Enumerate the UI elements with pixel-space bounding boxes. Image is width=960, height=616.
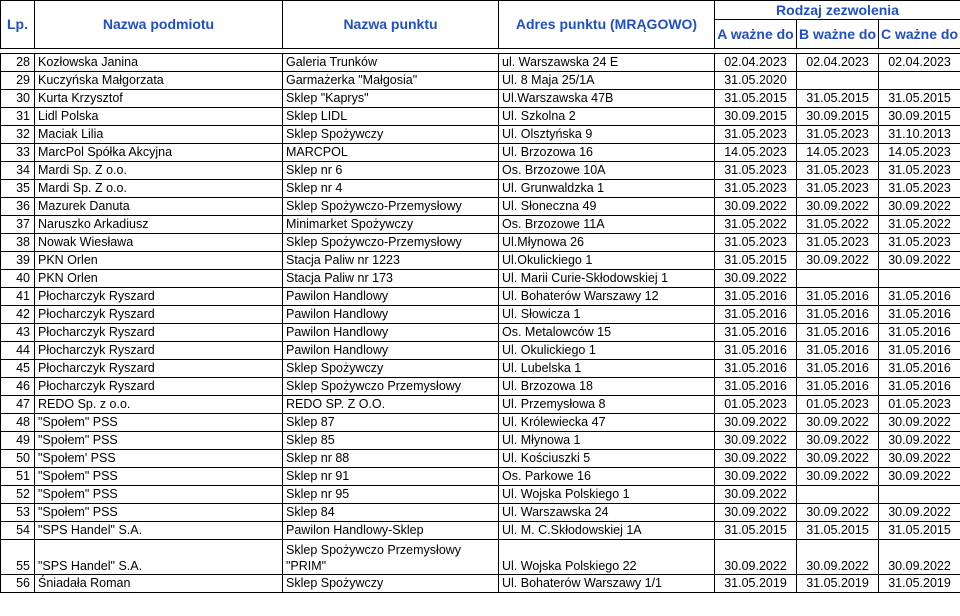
point-name: Sklep Spożywczo Przemysłowy xyxy=(283,378,499,396)
a-valid-date: 31.05.2023 xyxy=(715,126,797,144)
a-valid-date: 30.09.2022 xyxy=(715,198,797,216)
address: Ul. M. C.Skłodowskiej 1A xyxy=(499,522,715,540)
b-valid-date: 31.05.2016 xyxy=(797,378,879,396)
address: Ul. Przemysłowa 8 xyxy=(499,396,715,414)
b-valid-date: 30.09.2022 xyxy=(797,468,879,486)
point-name: Sklep Spożywczo-Przemysłowy xyxy=(283,198,499,216)
row-number: 42 xyxy=(1,306,35,324)
address: Ul. Brzozowa 16 xyxy=(499,144,715,162)
address: Ul. 8 Maja 25/1A xyxy=(499,72,715,90)
c-valid-date: 14.05.2023 xyxy=(879,144,960,162)
b-valid-date: 30.09.2015 xyxy=(797,108,879,126)
c-valid-date: 31.05.2016 xyxy=(879,360,960,378)
point-name: Minimarket Spożywczy xyxy=(283,216,499,234)
row-number: 33 xyxy=(1,144,35,162)
entity-name: Naruszko Arkadiusz xyxy=(35,216,283,234)
table-row xyxy=(1,216,960,234)
entity-name: "Społem" PSS xyxy=(35,486,283,504)
b-valid-date: 30.09.2022 xyxy=(797,540,879,575)
table-row xyxy=(1,414,960,432)
header-c-valid: C ważne do xyxy=(879,20,960,49)
table-row xyxy=(1,126,960,144)
b-valid-date xyxy=(797,486,879,504)
table-row xyxy=(1,288,960,306)
table-row xyxy=(1,486,960,504)
row-number: 32 xyxy=(1,126,35,144)
c-valid-date: 30.09.2015 xyxy=(879,108,960,126)
c-valid-date: 01.05.2023 xyxy=(879,396,960,414)
point-name: Sklep Spożywczy xyxy=(283,575,499,593)
entity-name: "Społem" PSS xyxy=(35,432,283,450)
row-number: 37 xyxy=(1,216,35,234)
a-valid-date: 14.05.2023 xyxy=(715,144,797,162)
entity-name: MarcPol Spółka Akcyjna xyxy=(35,144,283,162)
address: Os. Metalowców 15 xyxy=(499,324,715,342)
entity-name: "SPS Handel" S.A. xyxy=(35,522,283,540)
b-valid-date: 30.09.2022 xyxy=(797,432,879,450)
point-name: Stacja Paliw nr 1223 xyxy=(283,252,499,270)
row-number: 48 xyxy=(1,414,35,432)
row-number: 44 xyxy=(1,342,35,360)
c-valid-date xyxy=(879,270,960,288)
b-valid-date: 30.09.2022 xyxy=(797,504,879,522)
row-number: 50 xyxy=(1,450,35,468)
entity-name: "Społem' PSS xyxy=(35,450,283,468)
table-row xyxy=(1,342,960,360)
entity-name: Płocharczyk Ryszard xyxy=(35,378,283,396)
point-name: Pawilon Handlowy xyxy=(283,306,499,324)
address: Ul.Młynowa 26 xyxy=(499,234,715,252)
row-number: 40 xyxy=(1,270,35,288)
a-valid-date: 31.05.2019 xyxy=(715,575,797,593)
b-valid-date: 31.05.2019 xyxy=(797,575,879,593)
point-name: Sklep 85 xyxy=(283,432,499,450)
c-valid-date: 30.09.2022 xyxy=(879,540,960,575)
a-valid-date: 31.05.2015 xyxy=(715,90,797,108)
point-name: Pawilon Handlowy-Sklep xyxy=(283,522,499,540)
table-row xyxy=(1,324,960,342)
row-number: 43 xyxy=(1,324,35,342)
c-valid-date: 30.09.2022 xyxy=(879,432,960,450)
entity-name: Mardi Sp. Z o.o. xyxy=(35,162,283,180)
table-row xyxy=(1,180,960,198)
table-row xyxy=(1,252,960,270)
header-lp: Lp. xyxy=(1,1,35,49)
row-number: 55 xyxy=(1,540,35,575)
row-number: 41 xyxy=(1,288,35,306)
point-name: Sklep 84 xyxy=(283,504,499,522)
table-row xyxy=(1,54,960,72)
row-number: 30 xyxy=(1,90,35,108)
table-row xyxy=(1,90,960,108)
header-b-valid: B ważne do xyxy=(797,20,879,49)
row-number: 54 xyxy=(1,522,35,540)
entity-name: Płocharczyk Ryszard xyxy=(35,324,283,342)
entity-name: "Społem" PSS xyxy=(35,504,283,522)
c-valid-date: 30.09.2022 xyxy=(879,252,960,270)
entity-name: Płocharczyk Ryszard xyxy=(35,306,283,324)
row-number: 47 xyxy=(1,396,35,414)
entity-name: PKN Orlen xyxy=(35,270,283,288)
a-valid-date: 31.05.2022 xyxy=(715,216,797,234)
address: Ul. Królewiecka 47 xyxy=(499,414,715,432)
table-row xyxy=(1,162,960,180)
a-valid-date: 30.09.2022 xyxy=(715,432,797,450)
row-number: 56 xyxy=(1,575,35,593)
address: Ul. Grunwaldzka 1 xyxy=(499,180,715,198)
row-number: 53 xyxy=(1,504,35,522)
address: Ul. Olsztyńska 9 xyxy=(499,126,715,144)
a-valid-date: 01.05.2023 xyxy=(715,396,797,414)
a-valid-date: 31.05.2023 xyxy=(715,234,797,252)
c-valid-date: 31.05.2015 xyxy=(879,522,960,540)
b-valid-date: 31.05.2023 xyxy=(797,234,879,252)
address: Ul. Bohaterów Warszawy 1/1 xyxy=(499,575,715,593)
point-name: Sklep Spożywczy xyxy=(283,360,499,378)
point-name: Galeria Trunków xyxy=(283,54,499,72)
row-number: 49 xyxy=(1,432,35,450)
point-name: Sklep "Kaprys" xyxy=(283,90,499,108)
address: Ul. Młynowa 1 xyxy=(499,432,715,450)
c-valid-date: 31.05.2019 xyxy=(879,575,960,593)
c-valid-date: 31.05.2023 xyxy=(879,234,960,252)
address: Os. Brzozowe 10A xyxy=(499,162,715,180)
address: Ul. Kościuszki 5 xyxy=(499,450,715,468)
b-valid-date: 31.05.2016 xyxy=(797,360,879,378)
entity-name: Płocharczyk Ryszard xyxy=(35,342,283,360)
b-valid-date: 31.05.2016 xyxy=(797,342,879,360)
table-row xyxy=(1,108,960,126)
row-number: 35 xyxy=(1,180,35,198)
c-valid-date: 31.05.2023 xyxy=(879,180,960,198)
point-name: Sklep 87 xyxy=(283,414,499,432)
address: Ul. Szkolna 2 xyxy=(499,108,715,126)
b-valid-date: 02.04.2023 xyxy=(797,54,879,72)
c-valid-date: 30.09.2022 xyxy=(879,414,960,432)
entity-name: "Społem" PSS xyxy=(35,468,283,486)
row-number: 28 xyxy=(1,54,35,72)
address: Ul.Warszawska 47B xyxy=(499,90,715,108)
point-name: Sklep nr 6 xyxy=(283,162,499,180)
c-valid-date: 31.05.2016 xyxy=(879,288,960,306)
row-number: 31 xyxy=(1,108,35,126)
point-name: MARCPOL xyxy=(283,144,499,162)
row-number: 46 xyxy=(1,378,35,396)
entity-name: Lidl Polska xyxy=(35,108,283,126)
entity-name: PKN Orlen xyxy=(35,252,283,270)
address: Ul. Bohaterów Warszawy 12 xyxy=(499,288,715,306)
header-permit-type: Rodzaj zezwolenia xyxy=(715,1,960,20)
table-row xyxy=(1,360,960,378)
entity-name: Kozłowska Janina xyxy=(35,54,283,72)
address: Os. Brzozowe 11A xyxy=(499,216,715,234)
c-valid-date: 30.09.2022 xyxy=(879,450,960,468)
entity-name: Mazurek Danuta xyxy=(35,198,283,216)
c-valid-date: 02.04.2023 xyxy=(879,54,960,72)
header-address: Adres punktu (MRĄGOWO) xyxy=(499,1,715,49)
b-valid-date: 31.05.2023 xyxy=(797,180,879,198)
c-valid-date xyxy=(879,486,960,504)
address: Ul. Brzozowa 18 xyxy=(499,378,715,396)
header-a-valid: A ważne do xyxy=(715,20,797,49)
point-name: Sklep nr 95 xyxy=(283,486,499,504)
b-valid-date: 01.05.2023 xyxy=(797,396,879,414)
entity-name: Nowak Wiesława xyxy=(35,234,283,252)
b-valid-date: 30.09.2022 xyxy=(797,450,879,468)
table-body xyxy=(1,54,960,593)
row-number: 38 xyxy=(1,234,35,252)
table-row xyxy=(1,468,960,486)
b-valid-date: 31.05.2016 xyxy=(797,324,879,342)
point-name: Stacja Paliw nr 173 xyxy=(283,270,499,288)
row-number: 29 xyxy=(1,72,35,90)
a-valid-date: 30.09.2022 xyxy=(715,540,797,575)
a-valid-date: 30.09.2015 xyxy=(715,108,797,126)
a-valid-date: 31.05.2016 xyxy=(715,288,797,306)
table-row xyxy=(1,306,960,324)
b-valid-date: 30.09.2022 xyxy=(797,414,879,432)
table-row xyxy=(1,575,960,593)
point-name: Sklep nr 88 xyxy=(283,450,499,468)
row-number: 52 xyxy=(1,486,35,504)
b-valid-date xyxy=(797,270,879,288)
b-valid-date: 31.05.2015 xyxy=(797,90,879,108)
point-name: Sklep LIDL xyxy=(283,108,499,126)
address: Ul. Słoneczna 49 xyxy=(499,198,715,216)
point-name: Sklep nr 4 xyxy=(283,180,499,198)
b-valid-date: 31.05.2016 xyxy=(797,288,879,306)
point-name: Garmażerka "Małgosia" xyxy=(283,72,499,90)
a-valid-date: 31.05.2016 xyxy=(715,342,797,360)
b-valid-date: 31.05.2022 xyxy=(797,216,879,234)
row-number: 34 xyxy=(1,162,35,180)
address: Ul. Wojska Polskiego 1 xyxy=(499,486,715,504)
entity-name: Śniadała Roman xyxy=(35,575,283,593)
entity-name: "SPS Handel" S.A. xyxy=(35,540,283,575)
point-name: Sklep Spożywczo-Przemysłowy xyxy=(283,234,499,252)
a-valid-date: 30.09.2022 xyxy=(715,468,797,486)
c-valid-date: 31.05.2016 xyxy=(879,306,960,324)
b-valid-date xyxy=(797,72,879,90)
address: Ul. Wojska Polskiego 22 xyxy=(499,540,715,575)
entity-name: Kuczyńska Małgorzata xyxy=(35,72,283,90)
table-row xyxy=(1,72,960,90)
c-valid-date: 31.05.2016 xyxy=(879,324,960,342)
table-row xyxy=(1,198,960,216)
entity-name: "Społem" PSS xyxy=(35,414,283,432)
c-valid-date: 30.09.2022 xyxy=(879,468,960,486)
table-row xyxy=(1,504,960,522)
a-valid-date: 30.09.2022 xyxy=(715,414,797,432)
c-valid-date: 31.05.2022 xyxy=(879,216,960,234)
table-row xyxy=(1,378,960,396)
address: Ul. Słowicza 1 xyxy=(499,306,715,324)
row-number: 45 xyxy=(1,360,35,378)
b-valid-date: 31.05.2016 xyxy=(797,306,879,324)
b-valid-date: 14.05.2023 xyxy=(797,144,879,162)
address: Ul. Marii Curie-Skłodowskiej 1 xyxy=(499,270,715,288)
entity-name: Płocharczyk Ryszard xyxy=(35,360,283,378)
entity-name: Płocharczyk Ryszard xyxy=(35,288,283,306)
c-valid-date: 31.05.2023 xyxy=(879,162,960,180)
point-name: Pawilon Handlowy xyxy=(283,324,499,342)
c-valid-date: 31.05.2016 xyxy=(879,378,960,396)
table-row xyxy=(1,522,960,540)
a-valid-date: 31.05.2015 xyxy=(715,252,797,270)
row-number: 51 xyxy=(1,468,35,486)
point-name: Pawilon Handlowy xyxy=(283,342,499,360)
b-valid-date: 31.05.2023 xyxy=(797,126,879,144)
point-name: Sklep Spożywczy xyxy=(283,126,499,144)
b-valid-date: 30.09.2022 xyxy=(797,252,879,270)
entity-name: Mardi Sp. Z o.o. xyxy=(35,180,283,198)
c-valid-date: 31.10.2013 xyxy=(879,126,960,144)
row-number: 36 xyxy=(1,198,35,216)
a-valid-date: 30.09.2022 xyxy=(715,486,797,504)
a-valid-date: 02.04.2023 xyxy=(715,54,797,72)
a-valid-date: 30.09.2022 xyxy=(715,270,797,288)
address: Ul. Okulickiego 1 xyxy=(499,342,715,360)
entity-name: Maciak Lilia xyxy=(35,126,283,144)
point-name: REDO SP. Z O.O. xyxy=(283,396,499,414)
entity-name: Kurta Krzysztof xyxy=(35,90,283,108)
c-valid-date: 30.09.2022 xyxy=(879,198,960,216)
c-valid-date: 31.05.2016 xyxy=(879,342,960,360)
table-row xyxy=(1,270,960,288)
a-valid-date: 31.05.2016 xyxy=(715,378,797,396)
a-valid-date: 31.05.2016 xyxy=(715,306,797,324)
table-row xyxy=(1,396,960,414)
b-valid-date: 31.05.2023 xyxy=(797,162,879,180)
a-valid-date: 31.05.2023 xyxy=(715,162,797,180)
point-name: Sklep nr 91 xyxy=(283,468,499,486)
b-valid-date: 30.09.2022 xyxy=(797,198,879,216)
c-valid-date xyxy=(879,72,960,90)
row-number: 39 xyxy=(1,252,35,270)
table-row xyxy=(1,234,960,252)
a-valid-date: 30.09.2022 xyxy=(715,504,797,522)
table-row xyxy=(1,144,960,162)
a-valid-date: 31.05.2023 xyxy=(715,180,797,198)
address: Os. Parkowe 16 xyxy=(499,468,715,486)
table-row xyxy=(1,432,960,450)
address: Ul. Lubelska 1 xyxy=(499,360,715,378)
c-valid-date: 30.09.2022 xyxy=(879,504,960,522)
point-name: Sklep Spożywczo Przemysłowy "PRIM" xyxy=(283,540,499,575)
c-valid-date: 31.05.2015 xyxy=(879,90,960,108)
a-valid-date: 31.05.2016 xyxy=(715,360,797,378)
table-row xyxy=(1,540,960,575)
entity-name: REDO Sp. z o.o. xyxy=(35,396,283,414)
point-name: Pawilon Handlowy xyxy=(283,288,499,306)
a-valid-date: 31.05.2015 xyxy=(715,522,797,540)
a-valid-date: 30.09.2022 xyxy=(715,450,797,468)
address: Ul. Warszawska 24 xyxy=(499,504,715,522)
header-entity-name: Nazwa podmiotu xyxy=(35,1,283,49)
b-valid-date: 31.05.2015 xyxy=(797,522,879,540)
a-valid-date: 31.05.2016 xyxy=(715,324,797,342)
a-valid-date: 31.05.2020 xyxy=(715,72,797,90)
address: ul. Warszawska 24 E xyxy=(499,54,715,72)
header-point-name: Nazwa punktu xyxy=(283,1,499,49)
address: Ul.Okulickiego 1 xyxy=(499,252,715,270)
table-row xyxy=(1,450,960,468)
